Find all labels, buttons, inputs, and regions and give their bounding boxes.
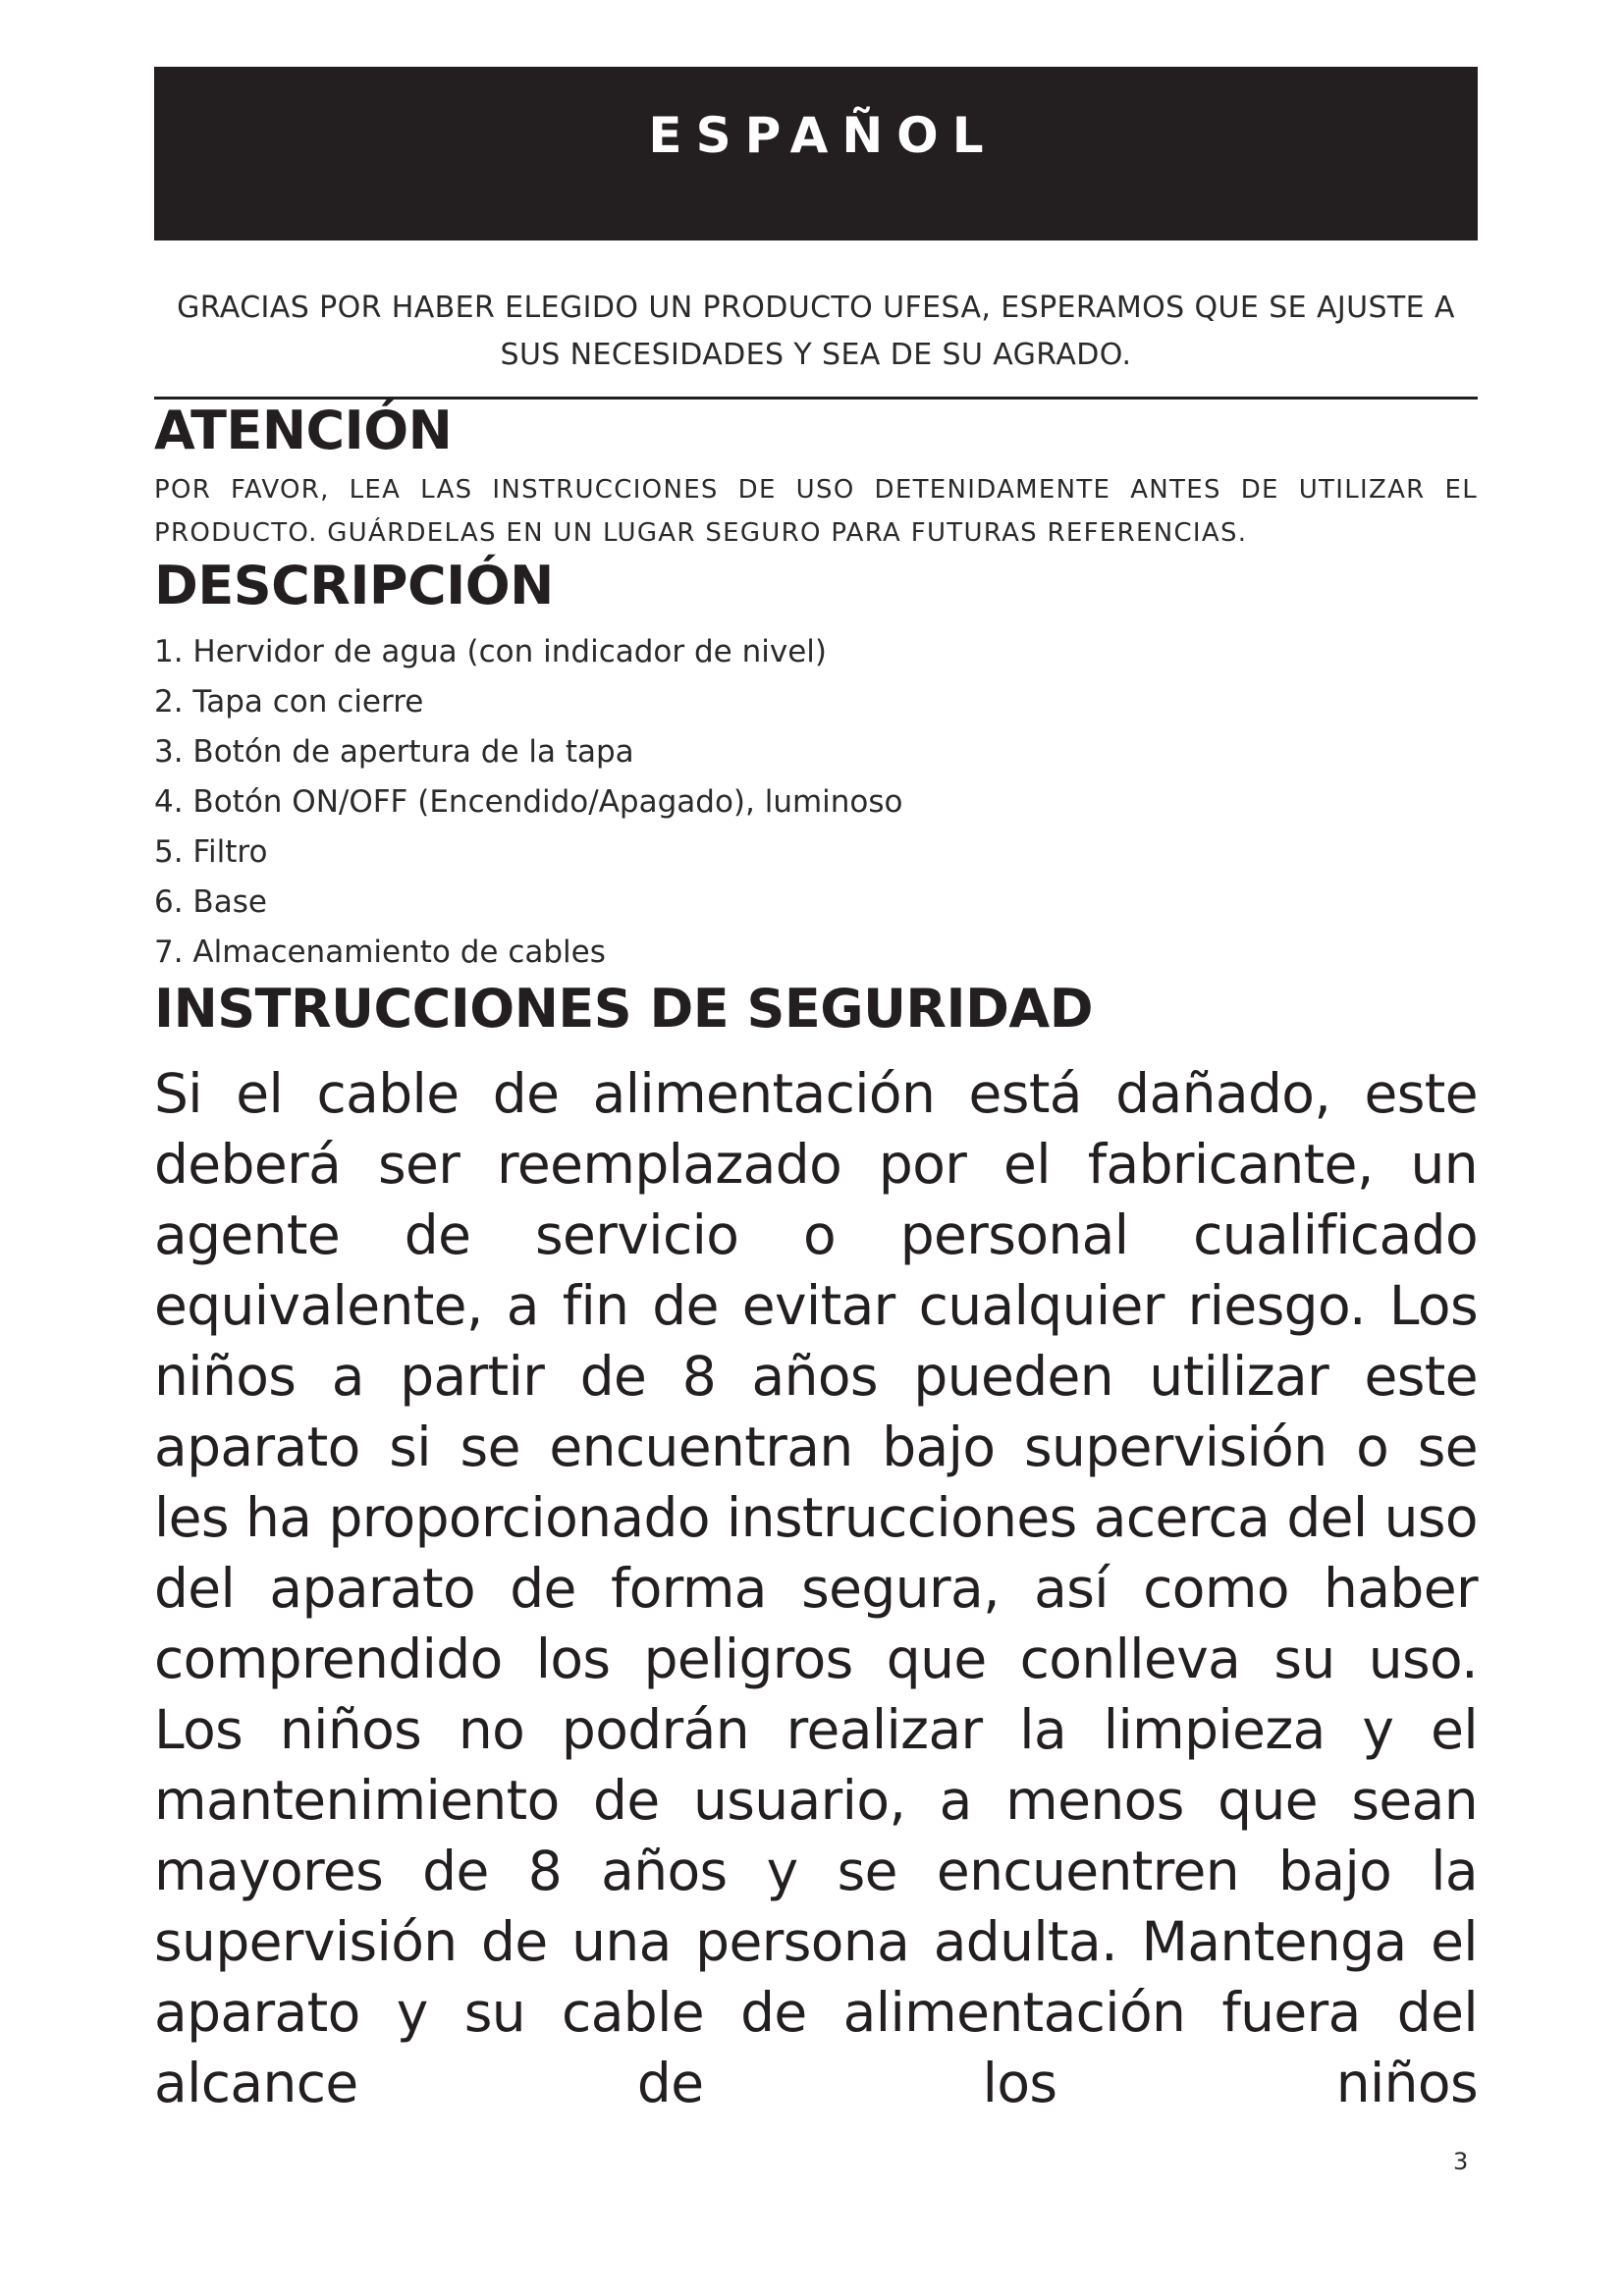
description-list [154, 627, 1478, 978]
description-item: 6. Base [154, 884, 267, 920]
description-item: 3. Botón de apertura de la tapa [154, 734, 634, 770]
attention-heading: ATENCIÓN [154, 400, 453, 461]
attention-text: POR FAVOR, LEA LAS INSTRUCCIONES DE USO DETENIDAMENTE ANTES DE UTILIZAR EL PRODUCTO. GUÁRDELAS EN UN LUGAR SEGURO PARA FUTURAS REFERENCIAS. [154, 475, 1478, 548]
description-item: 2. Tapa con cierre [154, 684, 424, 720]
description-item: 7. Almacenamiento de cables [154, 934, 606, 970]
description-item: 1. Hervidor de agua (con indicador de nivel) [154, 634, 827, 669]
language-title: ESPAÑOL [648, 106, 998, 164]
description-heading: DESCRIPCIÓN [154, 555, 554, 616]
thank-you-note: GRACIAS POR HABER ELEGIDO UN PRODUCTO UFESA, ESPERAMOS QUE SE AJUSTE A SUS NECESIDADES Y SEA DE SU AGRADO. [154, 285, 1478, 400]
language-banner [154, 67, 1478, 240]
description-item: 4. Botón ON/OFF (Encendido/Apagado), luminoso [154, 784, 903, 820]
safety-text: Si el cable de alimentación está dañado, este deberá ser reemplazado por el fabricante, un agente de servicio o personal cualificado equivalente, a fin de evitar cualquier riesgo. Los niños a partir de 8 años pueden utilizar este aparato si se encuentran bajo supervisión o se les ha proporcionado instrucciones acerca del uso del aparato de forma segura, así como haber comprendido los peligros que conlleva su uso. Los niños no podrán realizar la limpieza y el mantenimiento de usuario, a menos que sean mayores de 8 años y se encuentren bajo la supervisión de una persona adulta. Mantenga el aparato y su cable de alimentación fuera del alcance de los niños [154, 1062, 1478, 2114]
manual-page [154, 67, 1478, 2118]
safety-heading: INSTRUCCIONES DE SEGURIDAD [154, 978, 1094, 1040]
description-item: 5. Filtro [154, 834, 268, 870]
page-number: 3 [1453, 2148, 1469, 2175]
